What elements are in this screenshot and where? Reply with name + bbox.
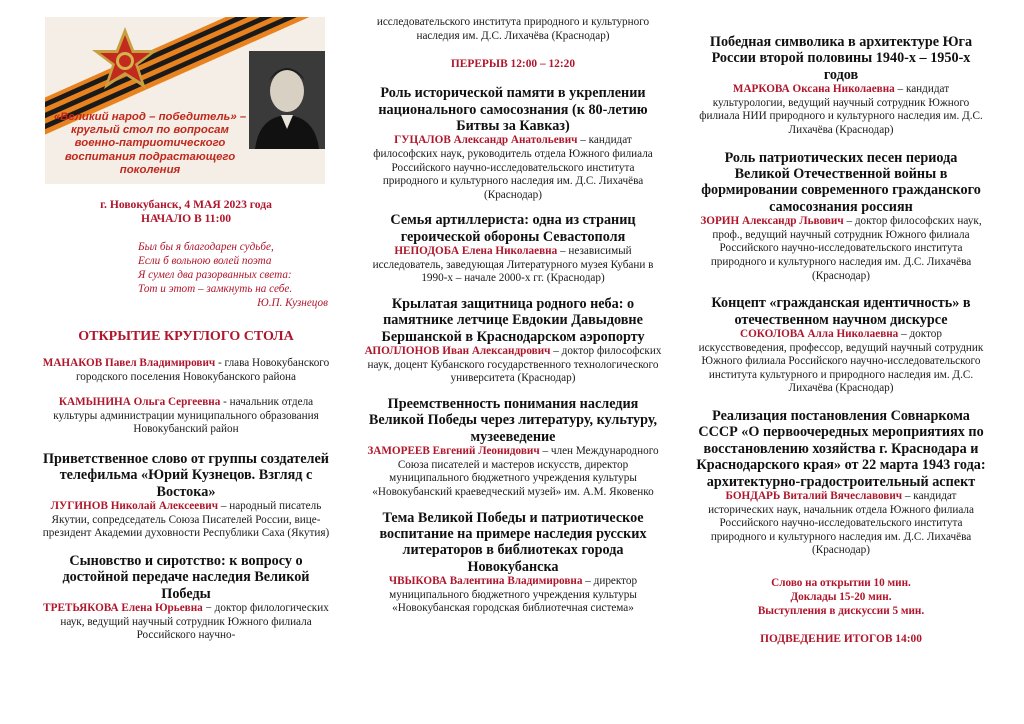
talk-item [40, 553, 332, 643]
talk-item [696, 408, 986, 558]
regulation-line: Выступления в дискуссии 5 мин. [757, 604, 925, 617]
speaker-name: ЗАМОРЕЕВ Евгений Леонидович [367, 445, 540, 458]
speaker-role: – народный писатель Якутии, сопредседатель Союза Писателей России, вице-президент Академии духовности Республики Саха (Якутия) [42, 500, 330, 540]
speaker-role: − доктор филологических наук, ведущий научный сотрудник Южного филиала Российского научно- [60, 602, 329, 642]
talk-item [364, 85, 662, 202]
opening-speaker [40, 357, 332, 384]
speaker-name: ЗОРИН Александр Львович [700, 215, 844, 228]
speaker-name: МАНАКОВ Павел Владимирович [42, 357, 216, 369]
talk-title: Победная символика в архитектуре Юга России второй половины 1940-х – 1950-х годов [709, 34, 973, 83]
banner-title-line: воспитания подрастающего [64, 150, 236, 163]
speaker-role: – кандидат философских наук, руководитель отдела Южного филиала Российского научно-исследовательского института природного и культурного наследия им. Д.С. Лихачёва (Краснодар) [373, 134, 653, 201]
closing-time: ПОДВЕДЕНИЕ ИТОГОВ 14:00 [760, 632, 922, 645]
talk-item [40, 451, 332, 541]
event-start-time: НАЧАЛО В 11:00 [140, 212, 232, 225]
banner-title-line: военно-патриотического [74, 137, 226, 150]
speaker-name: НЕПОДОБА Елена Николаевна [394, 245, 558, 258]
speaker-name: СОКОЛОВА Алла Николаевна [740, 328, 899, 340]
talk-title: Крылатая защитница родного неба: о памятнике летчице Евдокии Давыдовне Бершанской в Краснодарском аэропорту [381, 295, 645, 345]
talk-title: Роль исторической памяти в укреплении национального самосознания (к 80-летию Битвы за Кавказ) [378, 85, 648, 134]
talk-title: Реализация постановления Совнаркома СССР «О первоочередных мероприятиях по восстановлению хозяйства г. Краснодара и Краснодарского края» от 22 марта 1943 года: архитектурно-градостроительный аспект [696, 407, 986, 490]
talk-title: Преемственность понимания наследия Великой Победы через литературу, культуру, музееведение [368, 395, 658, 445]
talk-title: Тема Великой Победы и патриотическое воспитание на примере наследия русских литераторов в библиотеках города Новокубанска [379, 509, 647, 575]
talk-item [364, 212, 662, 286]
opening-speaker [40, 396, 332, 437]
banner-title-line: поколения [119, 163, 181, 176]
speaker-role: – доктор философских наук, доцент Кубанского государственного технологического университета (Краснодар) [367, 345, 662, 385]
talk-title: Концепт «гражданская идентичность» в отечественном научном дискурсе [711, 295, 971, 328]
talk-item [364, 296, 662, 386]
opening-heading: ОТКРЫТИЕ КРУГЛОГО СТОЛА [78, 329, 294, 344]
speaker-name: МАРКОВА Оксана Николаевна [732, 83, 895, 96]
talk-item [364, 510, 662, 616]
event-place-date: г. Новокубанск, 4 МАЯ 2023 года [100, 198, 272, 211]
speaker-role: – член Международного Союза писателей и мастеров искусств, директор муниципального бюджетного учреждения культуры «Новокубанский краеведческий музей» им. А.М. Яковенко [372, 445, 659, 498]
poem-line: Был бы я благодарен судьбе, [138, 241, 274, 253]
speaker-role: – кандидат культурологии, ведущий научный сотрудник Южного филиала НИИ природного и культурного наследия им. Д.С. Лихачёва (Краснодар) [699, 83, 983, 136]
talk-item [364, 396, 662, 500]
speaker-role: – доктор философских наук, проф., ведущий научный сотрудник Южного филиала Российского научно-исследовательского института природного и культурного наследия им. Д.С. Лихачёва (Краснодар) [710, 215, 982, 282]
talk-item [696, 150, 986, 284]
regulation-line: Слово на открытии 10 мин. [771, 576, 911, 589]
banner-title [45, 111, 255, 177]
speaker-name: ТРЕТЬЯКОВА Елена Юрьевна [43, 602, 203, 615]
talk-title: Сыновство и сиротство: к вопросу о достойной передаче наследия Великой Победы [62, 552, 310, 602]
speaker-name: ЧВЫКОВА Валентина Владимировна [388, 575, 583, 588]
speaker-name: АПОЛЛОНОВ Иван Александрович [364, 345, 551, 358]
banner-title-line: «Великий народ – победитель» – [53, 111, 247, 123]
regulation-line: Доклады 15-20 мин. [790, 590, 892, 603]
portrait-photo [249, 51, 325, 149]
epigraph-poem [138, 240, 328, 310]
speaker-name: ГУЦАЛОВ Александр Анатольевич [394, 134, 578, 147]
right-column [696, 0, 986, 724]
speaker-name: БОНДАРЬ Виталий Вячеславович [725, 490, 903, 502]
left-column [40, 0, 332, 724]
speaker-role: – доктор искусствоведения, профессор, ведущий научный сотрудник Южного филиала Российского научно-исследовательского института культурного и природного наследия им. Д.С. Лихачёва (Краснодар) [698, 328, 984, 395]
speaker-role: - начальник отдела культуры администрации муниципального образования Новокубанский район [53, 396, 319, 436]
poem-line: Если б вольною волей поэта [138, 255, 272, 267]
regulations [696, 576, 986, 618]
talk-item [696, 34, 986, 138]
poem-line: Тот и этот – замкнуть на себе. [138, 283, 293, 295]
poem-author: Ю.П. Кузнецов [257, 297, 328, 309]
opening-section [40, 328, 332, 643]
speaker-role: - глава Новокубанского городского поселения Новокубанского района [75, 357, 330, 383]
talk-title: Роль патриотических песен периода Великой Отечественной войны в формировании современного гражданского самосознания россиян [701, 149, 981, 215]
poem-line: Я сумел два разорванных света: [138, 269, 292, 281]
talk-title: Приветственное слово от группы создателей телефильма «Юрий Кузнецов. Взгляд с Востока» [43, 450, 329, 500]
speaker-name: ЛУГИНОВ Николай Алексеевич [50, 500, 219, 513]
speaker-role: – директор муниципального бюджетного учреждения культуры «Новокубанская городская библиотечная система» [389, 575, 638, 615]
talk-item [696, 295, 986, 396]
middle-column [364, 0, 662, 724]
break-time: ПЕРЕРЫВ 12:00 – 12:20 [450, 58, 576, 71]
talk-title: Семья артиллериста: одна из страниц героической обороны Севастополя [390, 212, 636, 245]
speaker-role: – независимый исследователь, заведующая Литературного музея Кубани в 1990-х – начале 2000-х гг. (Краснодар) [372, 245, 654, 285]
speaker-role: – кандидат исторических наук, начальник отдела Южного филиала Российского научно-исследовательского института природного и культурного наследия им. Д.С. Лихачёва (Краснодар) [708, 490, 974, 557]
speaker-name: КАМЫНИНА Ольга Сергеевна [58, 396, 221, 409]
event-header [40, 198, 332, 226]
banner-title-line: круглый стол по вопросам [71, 124, 229, 137]
banner-image [45, 17, 325, 184]
talk-continuation: исследовательского института природного и культурного наследия им. Д.С. Лихачёва (Краснодар) [376, 16, 650, 42]
